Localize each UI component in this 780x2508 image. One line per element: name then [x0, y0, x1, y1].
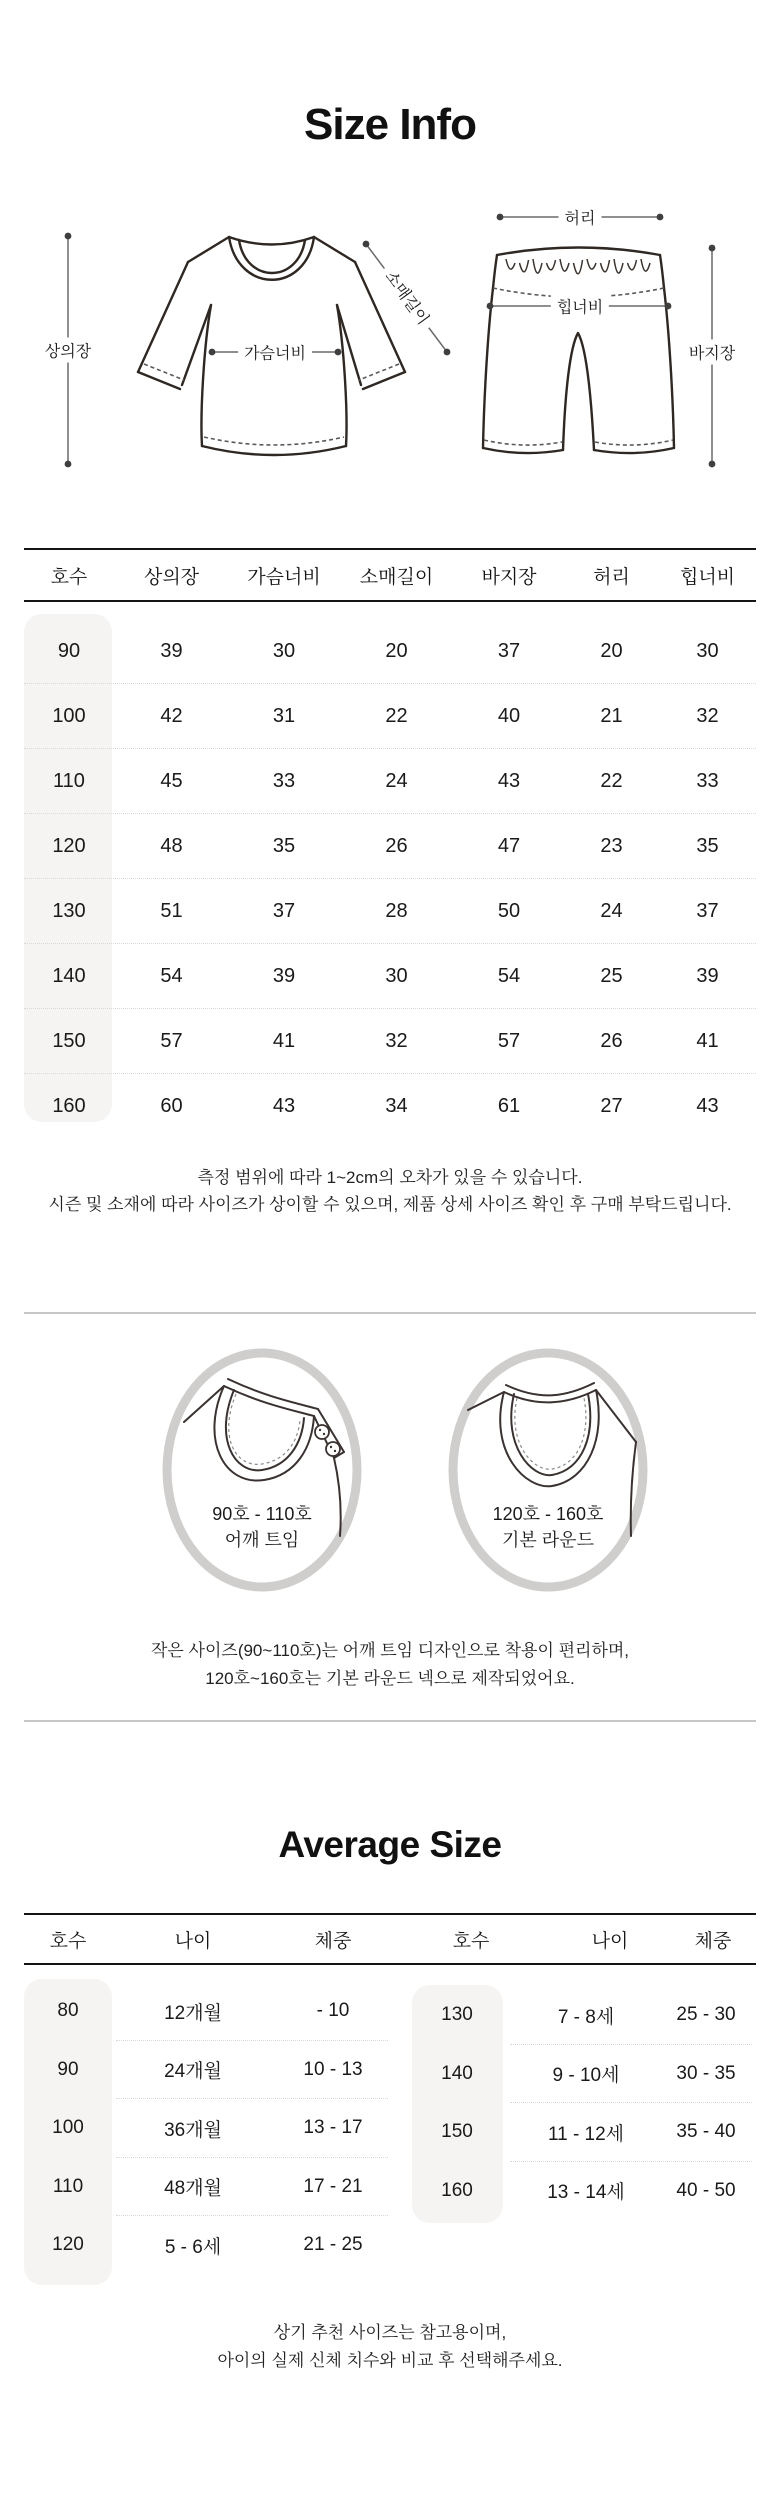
value-cell: 21 - 25 [303, 2234, 363, 2256]
value-cell: 37 [272, 899, 296, 922]
size-cell: 90 [57, 639, 81, 662]
value-cell: 9 - 10세 [552, 2065, 620, 2087]
table-row [24, 749, 756, 814]
col-header: 허리 [593, 566, 630, 588]
value-cell: 13 - 14세 [547, 2182, 625, 2204]
table-row [24, 1009, 756, 1074]
table-row [24, 1074, 756, 1138]
value-cell: 35 - 40 [676, 2121, 736, 2143]
size-cell: 140 [52, 964, 86, 987]
size-cell: 110 [52, 2175, 84, 2197]
col-header: 소매길이 [359, 566, 434, 588]
size-cell: 120 [52, 2234, 84, 2256]
size-cell: 100 [52, 704, 86, 727]
value-cell: 40 [497, 704, 521, 727]
table-row [398, 2045, 756, 2104]
table-row [24, 944, 756, 1009]
top-length-label: 상의장 [39, 338, 97, 363]
value-cell: 41 [696, 1029, 719, 1052]
value-cell: 7 - 8세 [557, 2006, 615, 2028]
value-cell: 20 [385, 639, 408, 662]
value-cell: 41 [272, 1029, 296, 1052]
value-cell: 35 [272, 834, 296, 857]
col-header: 호수 [452, 1930, 490, 1952]
value-cell: 24개월 [164, 2061, 222, 2083]
value-cell: 57 [160, 1029, 183, 1052]
size-cell: 120 [52, 834, 86, 857]
value-cell: 47 [497, 834, 521, 857]
size-cell: 160 [52, 1094, 86, 1117]
col-header: 상의장 [143, 566, 200, 588]
value-cell: 54 [160, 964, 183, 987]
garment-line-art [0, 190, 780, 500]
value-cell: 17 - 21 [303, 2175, 363, 2197]
value-cell: 26 [600, 1029, 623, 1052]
footer-note-2: 아이의 실제 신체 치수와 비교 후 선택해주세요. [217, 2351, 563, 2370]
size-cell: 130 [441, 2004, 473, 2026]
value-cell: 21 [600, 704, 623, 727]
measurement-note-1: 측정 범위에 따라 1~2cm의 오차가 있을 수 있습니다. [197, 1168, 583, 1187]
page-title: Size Info [304, 100, 476, 149]
table-row [398, 1986, 756, 2045]
footer-note-1: 상기 추천 사이즈는 참고용이며, [273, 2323, 507, 2342]
value-cell: 25 [600, 964, 623, 987]
shoulder-snap-illustration [162, 1348, 362, 1592]
value-cell: 11 - 12세 [547, 2123, 625, 2145]
value-cell: 25 - 30 [676, 2004, 736, 2026]
value-cell: 20 [600, 639, 623, 662]
col-header: 나이 [174, 1930, 212, 1952]
table-row [24, 814, 756, 879]
size-cell: 150 [52, 1029, 86, 1052]
value-cell: 43 [696, 1094, 719, 1117]
value-cell: 36개월 [164, 2119, 222, 2141]
size-cell: 160 [441, 2179, 473, 2201]
size-table [24, 548, 756, 1138]
value-cell: 26 [385, 834, 408, 857]
value-cell: 48 [160, 834, 183, 857]
col-header: 나이 [591, 1930, 629, 1952]
value-cell: - 10 [316, 2000, 350, 2022]
value-cell: 22 [385, 704, 408, 727]
value-cell: 42 [160, 704, 183, 727]
size-cell: 130 [52, 899, 86, 922]
table-row [24, 2158, 392, 2217]
value-cell: 61 [497, 1094, 521, 1117]
size-cell: 110 [53, 769, 85, 792]
col-header: 호수 [50, 566, 88, 588]
large-size-neck-label: 기본 라운드 [502, 1530, 594, 1550]
value-cell: 48개월 [164, 2178, 222, 2200]
measurement-diagram [0, 190, 780, 500]
neck-design-description-2: 120호~160호는 기본 라운드 넥으로 제작되었어요. [205, 1669, 575, 1688]
size-table-body [24, 602, 756, 1138]
value-cell: 34 [385, 1094, 408, 1117]
neck-design-large-sizes [448, 1348, 648, 1592]
value-cell: 39 [696, 964, 719, 987]
small-size-range-label: 90호 - 110호 [212, 1504, 312, 1524]
size-cell: 90 [57, 2058, 79, 2080]
value-cell: 30 [272, 639, 296, 662]
value-cell: 57 [497, 1029, 521, 1052]
col-header: 가슴너비 [247, 566, 321, 588]
average-table-left [24, 1965, 392, 2275]
col-header: 체중 [314, 1930, 352, 1952]
size-cell: 140 [441, 2062, 473, 2084]
value-cell: 28 [385, 899, 408, 922]
average-table-body [24, 1965, 756, 2295]
average-table-right [398, 1969, 756, 2220]
size-table-header [24, 550, 756, 600]
value-cell: 13 - 17 [303, 2117, 363, 2139]
value-cell: 24 [600, 899, 623, 922]
neck-design-description-1: 작은 사이즈(90~110호)는 어깨 트임 디자인으로 착용이 편리하며, [150, 1641, 630, 1660]
value-cell: 40 - 50 [676, 2179, 736, 2201]
table-row [24, 2099, 392, 2158]
value-cell: 32 [385, 1029, 408, 1052]
size-cell: 100 [52, 2117, 84, 2139]
table-row [24, 2041, 392, 2100]
sleeve-length-label: 소매길이 [376, 260, 440, 334]
size-cell: 150 [441, 2121, 473, 2143]
value-cell: 27 [600, 1094, 623, 1117]
pants-length-label: 바지장 [683, 340, 741, 365]
value-cell: 10 - 13 [303, 2058, 363, 2080]
value-cell: 30 [696, 639, 719, 662]
average-size-title: Average Size [278, 1824, 502, 1865]
col-header: 바지장 [481, 566, 537, 588]
size-cell: 80 [57, 2000, 79, 2022]
value-cell: 23 [600, 834, 623, 857]
table-row [24, 1982, 392, 2041]
measurement-note-2: 시즌 및 소재에 따라 사이즈가 상이할 수 있으며, 제품 상세 사이즈 확인 후 구매 부탁드립니다. [48, 1195, 732, 1214]
table-row [24, 619, 756, 684]
value-cell: 35 [696, 834, 719, 857]
col-header: 힙너비 [679, 566, 736, 588]
value-cell: 60 [160, 1094, 183, 1117]
value-cell: 54 [497, 964, 521, 987]
small-size-neck-label: 어깨 트임 [224, 1530, 300, 1550]
value-cell: 24 [385, 769, 408, 792]
value-cell: 43 [497, 769, 521, 792]
value-cell: 45 [160, 769, 183, 792]
table-row [398, 2103, 756, 2162]
section-divider [24, 1720, 756, 1722]
value-cell: 50 [497, 899, 521, 922]
value-cell: 51 [160, 899, 183, 922]
table-row [24, 879, 756, 944]
value-cell: 37 [696, 899, 719, 922]
col-header: 호수 [49, 1930, 87, 1952]
average-table-header [24, 1915, 756, 1963]
value-cell: 5 - 6세 [164, 2236, 222, 2258]
large-size-range-label: 120호 - 160호 [492, 1504, 604, 1524]
col-header: 체중 [694, 1930, 732, 1952]
table-row [398, 2162, 756, 2221]
value-cell: 32 [696, 704, 719, 727]
waist-label: 허리 [559, 205, 602, 230]
value-cell: 33 [272, 769, 296, 792]
table-row [24, 684, 756, 749]
value-cell: 43 [272, 1094, 296, 1117]
value-cell: 39 [272, 964, 296, 987]
value-cell: 39 [160, 639, 183, 662]
table-row [24, 2216, 392, 2275]
value-cell: 37 [497, 639, 521, 662]
neck-design-small-sizes [162, 1348, 362, 1592]
chest-width-label: 가슴너비 [238, 340, 312, 365]
value-cell: 12개월 [164, 2002, 222, 2024]
average-size-table [24, 1913, 756, 2295]
value-cell: 22 [600, 769, 623, 792]
section-divider [24, 1312, 756, 1314]
value-cell: 30 - 35 [676, 2062, 736, 2084]
value-cell: 31 [272, 704, 296, 727]
value-cell: 33 [696, 769, 719, 792]
value-cell: 30 [385, 964, 408, 987]
hip-width-label: 힙너비 [551, 294, 609, 319]
round-neck-illustration [448, 1348, 648, 1592]
